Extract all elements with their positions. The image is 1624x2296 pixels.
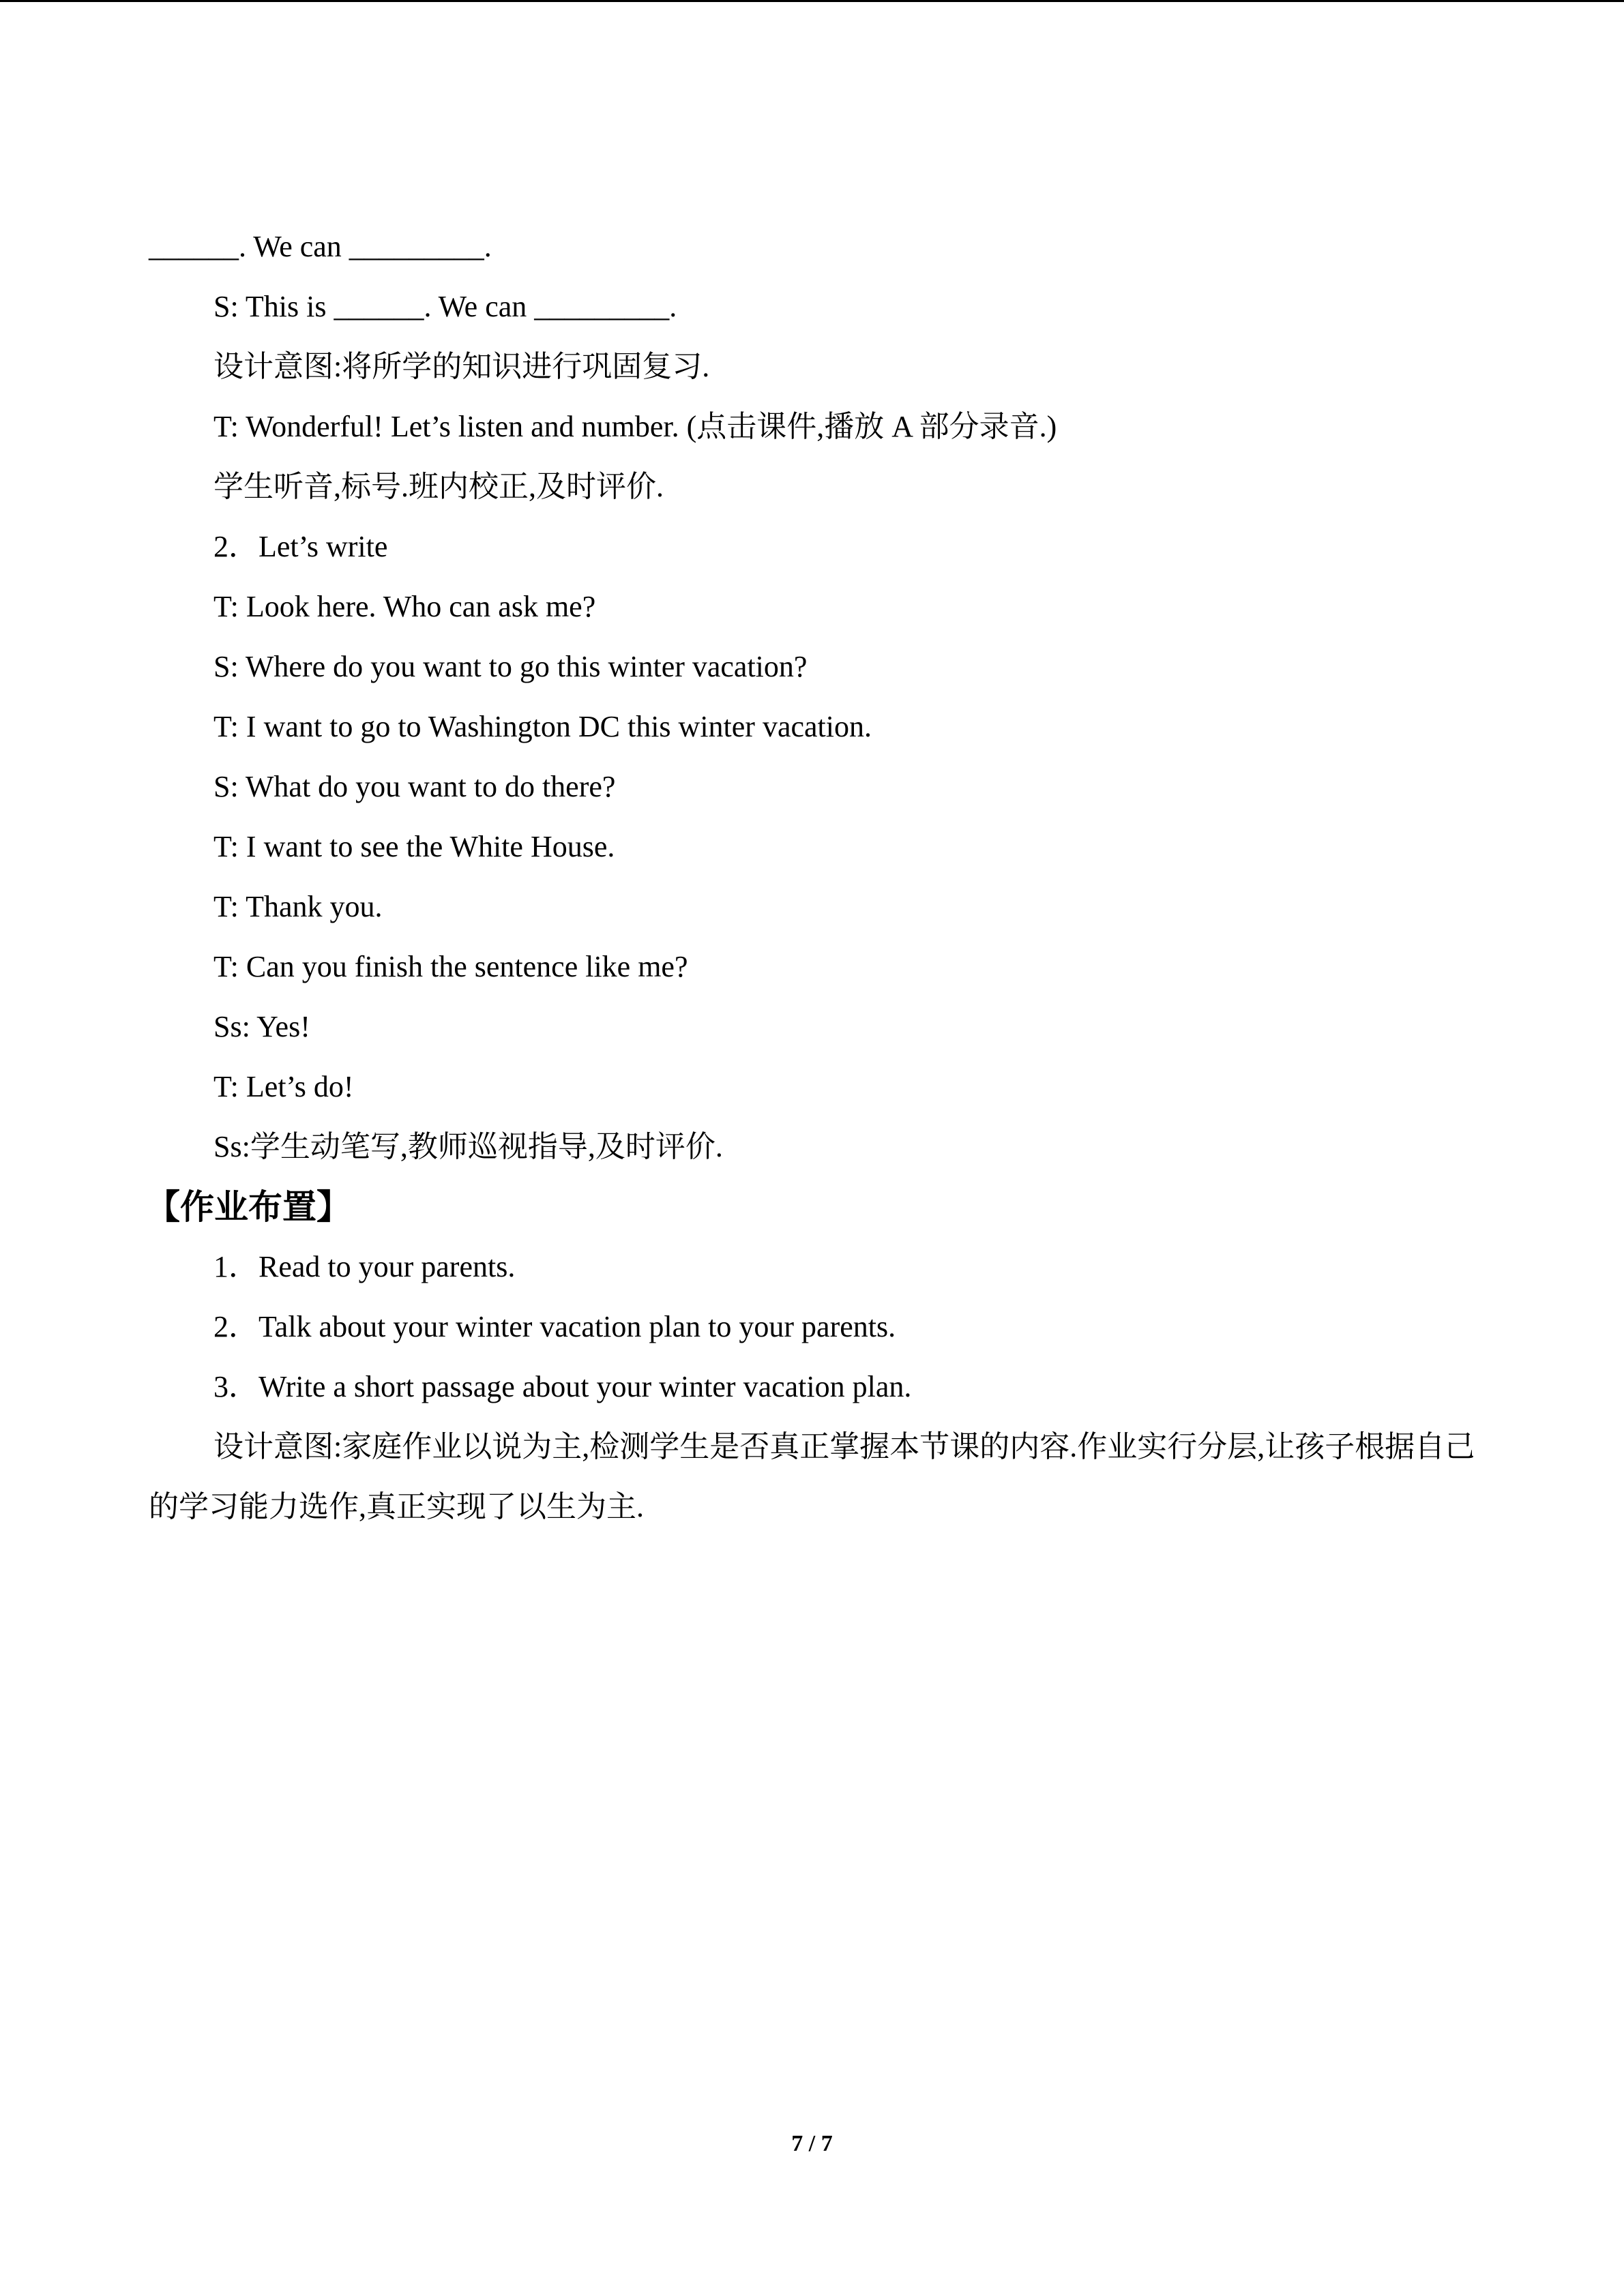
dialogue-line: Ss: Yes! xyxy=(213,1010,310,1043)
dialogue-line: T: Can you finish the sentence like me? xyxy=(213,950,688,983)
dialogue-line: S: Where do you want to go this winter vacation? xyxy=(213,650,808,683)
page-number: 7 / 7 xyxy=(791,2131,833,2156)
top-border-line xyxy=(0,0,1624,2)
subsection-title: 2．Let’s write xyxy=(213,530,388,563)
dialogue-line: S: This is ______. We can _________. xyxy=(213,290,677,323)
activity-line: Ss:学生动笔写,教师巡视指导,及时评价. xyxy=(213,1130,723,1163)
dialogue-line: T: Let’s do! xyxy=(213,1070,354,1103)
design-intent-line: 设计意图:将所学的知识进行巩固复习. xyxy=(213,350,710,383)
dialogue-line: T: I want to go to Washington DC this winter vacation. xyxy=(213,710,872,743)
dialogue-line: ______. We can _________. xyxy=(149,230,492,263)
dialogue-line: T: Look here. Who can ask me? xyxy=(213,590,596,623)
homework-design-intent: 设计意图:家庭作业以说为主,检测学生是否真正掌握本节课的内容.作业实行分层,让孩子根据自己的学习能力选作,真正实现了以生为主. xyxy=(149,1430,1475,1523)
document-page xyxy=(146,217,1475,1537)
dialogue-line: T: I want to see the White House. xyxy=(213,830,615,863)
dialogue-line: S: What do you want to do there? xyxy=(213,770,616,803)
dialogue-line: T: Wonderful! Let’s listen and number. (点击课件,播放 A 部分录音.) xyxy=(213,410,1057,443)
dialogue-line: T: Thank you. xyxy=(213,890,383,923)
homework-item: 1．Read to your parents. xyxy=(213,1250,516,1283)
homework-heading: 【作业布置】 xyxy=(146,1187,351,1227)
homework-item: 3．Write a short passage about your winter vacation plan. xyxy=(213,1370,912,1403)
homework-item: 2．Talk about your winter vacation plan to your parents. xyxy=(213,1310,896,1343)
activity-line: 学生听音,标号.班内校正,及时评价. xyxy=(213,470,664,503)
